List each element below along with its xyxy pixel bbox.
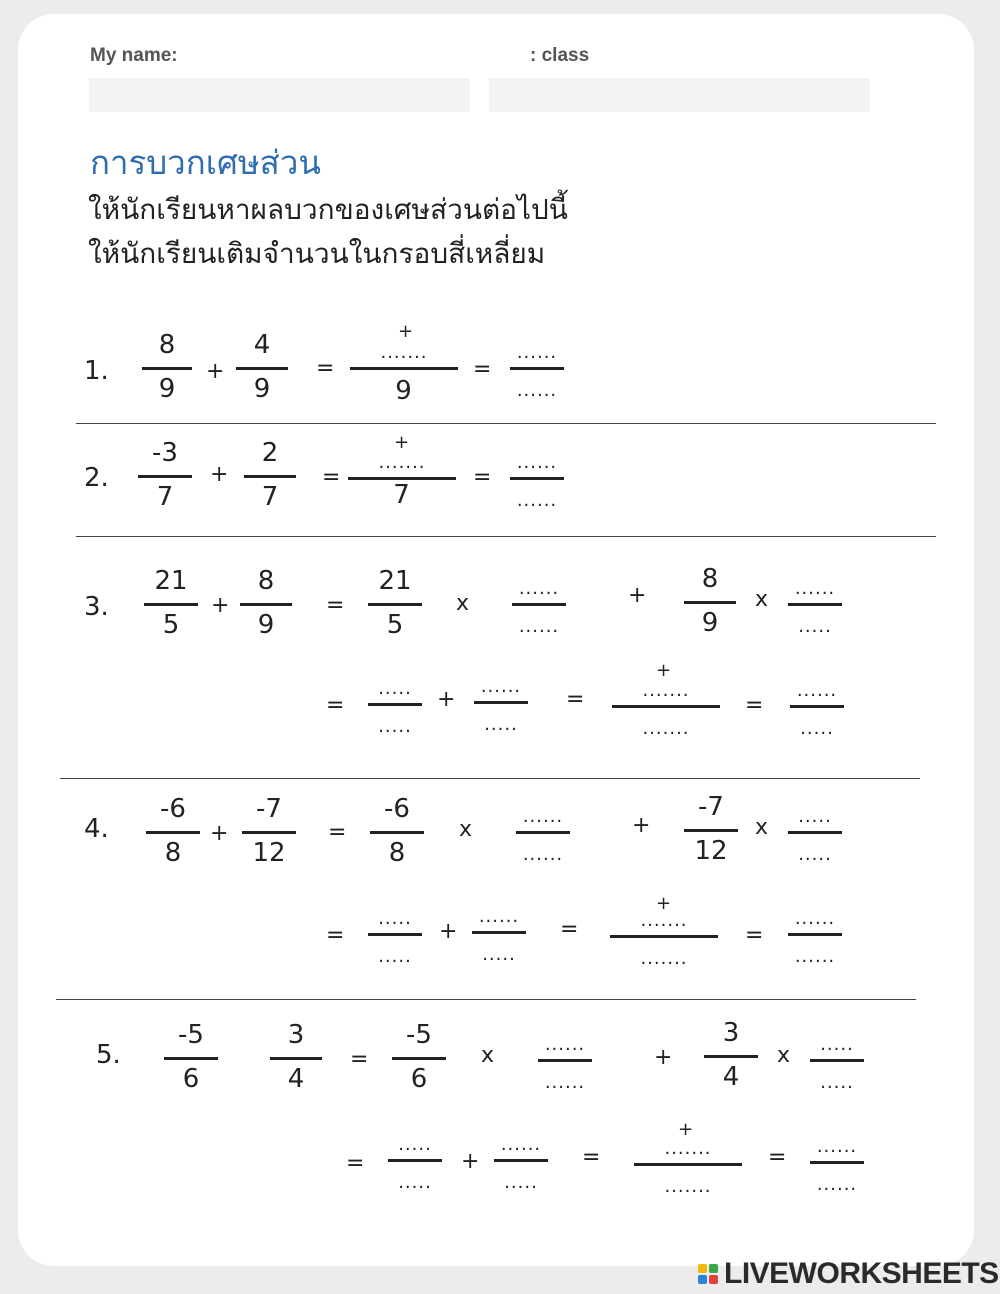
equals-sign: = [745, 693, 764, 718]
fraction [242, 794, 296, 870]
divider [60, 778, 920, 779]
problem-number: 3. [84, 592, 109, 622]
fraction [704, 1018, 758, 1094]
plus-sign: + [461, 1149, 480, 1174]
times-sign: x [456, 591, 470, 616]
plus-sign: + [206, 359, 225, 384]
numerator: -7 [698, 792, 724, 822]
equals-sign: = [346, 1151, 365, 1176]
fraction-bar [610, 935, 718, 938]
fraction-bar [810, 1059, 864, 1062]
answer-fraction[interactable] [494, 1122, 548, 1198]
answer-denominator[interactable]: ..... [504, 1172, 538, 1193]
denominator: 12 [252, 838, 286, 868]
fraction-bar [788, 603, 842, 606]
fraction-bar [142, 367, 192, 370]
fraction-bar [684, 601, 736, 604]
denominator: 7 [393, 480, 411, 510]
answer-fraction[interactable] [610, 898, 718, 974]
times-sign: x [755, 587, 769, 612]
multiplier-numerator[interactable]: ..... [798, 806, 832, 827]
answer-fraction[interactable] [510, 440, 564, 516]
equals-sign: = [350, 1047, 369, 1072]
answer-fraction[interactable] [388, 1122, 442, 1198]
answer-numerator[interactable]: ..... [398, 1134, 432, 1155]
answer-numerator[interactable]: ....... [642, 680, 690, 701]
times-sign: x [755, 815, 769, 840]
answer-denominator[interactable]: ....... [664, 1176, 712, 1197]
numerator: 3 [722, 1018, 740, 1048]
problem-number: 4. [84, 814, 109, 844]
fraction [684, 564, 736, 640]
answer-fraction[interactable] [810, 1124, 864, 1200]
answer-numerator[interactable]: ...... [500, 1134, 542, 1155]
equals-sign: = [582, 1145, 601, 1170]
fraction [240, 566, 292, 642]
fraction-bar [368, 703, 422, 706]
class-input[interactable] [489, 78, 870, 112]
denominator: 8 [388, 838, 406, 868]
answer-fraction[interactable] [348, 440, 456, 516]
answer-denominator[interactable]: ...... [816, 1174, 858, 1195]
denominator: 7 [261, 482, 279, 512]
numerator: 8 [158, 330, 176, 360]
answer-denominator[interactable]: ..... [800, 718, 834, 739]
divider [76, 536, 936, 537]
plus-sign: + [398, 321, 414, 342]
answer-fraction[interactable] [788, 896, 842, 972]
multiplier-fraction[interactable] [788, 566, 842, 642]
denominator: 5 [386, 610, 404, 640]
multiplier-denominator[interactable]: ...... [522, 844, 564, 865]
numerator: -6 [160, 794, 186, 824]
denominator: 9 [253, 374, 271, 404]
answer-denominator[interactable]: ..... [378, 716, 412, 737]
answer-fraction[interactable] [612, 668, 720, 744]
problem-number: 2. [84, 463, 109, 493]
denominator: 9 [257, 610, 275, 640]
fraction [146, 794, 200, 870]
denominator: 9 [701, 608, 719, 638]
numerator: -7 [256, 794, 282, 824]
numerator: -6 [384, 794, 410, 824]
fraction [142, 330, 192, 406]
fraction [144, 566, 198, 642]
fraction [392, 1020, 446, 1096]
equals-sign: = [322, 465, 341, 490]
fraction [270, 1020, 322, 1096]
problem-number: 1. [84, 356, 109, 386]
equals-sign: = [326, 923, 345, 948]
answer-numerator[interactable]: ..... [378, 678, 412, 699]
fraction-bar [138, 475, 192, 478]
denominator: 8 [164, 838, 182, 868]
multiplier-numerator[interactable]: ..... [820, 1034, 854, 1055]
fraction-bar [634, 1163, 742, 1166]
equals-sign: = [745, 923, 764, 948]
fraction-bar [790, 705, 844, 708]
fraction [236, 330, 288, 406]
answer-fraction[interactable] [368, 896, 422, 972]
fraction-bar [704, 1055, 758, 1058]
plus-sign: + [678, 1119, 694, 1140]
multiplier-denominator[interactable]: ...... [518, 616, 560, 637]
fraction-bar [494, 1159, 548, 1162]
fraction-bar [472, 931, 526, 934]
liveworksheets-logo[interactable] [698, 1256, 999, 1292]
logo-icon [698, 1261, 720, 1287]
times-sign: x [459, 817, 473, 842]
instruction-line: ให้นักเรียนหาผลบวกของเศษส่วนต่อไปนี้ [88, 193, 568, 226]
plus-sign: + [632, 813, 651, 838]
fraction [370, 794, 424, 870]
answer-denominator[interactable]: ...... [516, 380, 558, 401]
fraction-bar [240, 603, 292, 606]
fraction-bar [510, 367, 564, 370]
denominator: 5 [162, 610, 180, 640]
name-label: My name: [90, 45, 178, 66]
divider [76, 423, 936, 424]
fraction-bar [368, 603, 422, 606]
times-sign: x [777, 1043, 791, 1068]
answer-numerator[interactable]: ...... [478, 906, 520, 927]
multiplier-denominator[interactable]: ..... [798, 616, 832, 637]
answer-denominator[interactable]: ..... [484, 714, 518, 735]
plus-sign: + [656, 893, 672, 914]
answer-numerator[interactable]: ...... [794, 908, 836, 929]
numerator: 21 [154, 566, 188, 596]
answer-denominator[interactable]: ..... [398, 1172, 432, 1193]
fraction-bar [474, 701, 528, 704]
answer-fraction[interactable] [472, 894, 526, 970]
fraction-bar [368, 933, 422, 936]
fraction-bar [242, 831, 296, 834]
fraction-bar [164, 1057, 218, 1060]
plus-sign: + [437, 687, 456, 712]
fraction-bar [810, 1161, 864, 1164]
multiplier-numerator[interactable]: ...... [794, 578, 836, 599]
fraction-bar [512, 603, 566, 606]
answer-numerator[interactable]: ....... [378, 452, 426, 473]
answer-denominator[interactable]: ....... [642, 718, 690, 739]
equals-sign: = [560, 917, 579, 942]
answer-fraction[interactable] [510, 330, 564, 406]
answer-numerator[interactable]: ..... [378, 908, 412, 929]
fraction-bar [350, 367, 458, 370]
numerator: 2 [261, 438, 279, 468]
times-sign: x [481, 1043, 495, 1068]
fraction-bar [788, 933, 842, 936]
fraction-bar [684, 829, 738, 832]
numerator: -5 [406, 1020, 432, 1050]
multiplier-fraction[interactable] [788, 794, 842, 870]
fraction-bar [538, 1059, 592, 1062]
name-input[interactable] [89, 78, 470, 112]
equals-sign: = [326, 593, 345, 618]
plus-sign: + [210, 821, 229, 846]
equals-sign: = [566, 687, 585, 712]
fraction-bar [146, 831, 200, 834]
fraction-bar [516, 831, 570, 834]
fraction [164, 1020, 218, 1096]
fraction-bar [236, 367, 288, 370]
answer-denominator[interactable]: ..... [482, 944, 516, 965]
fraction-bar [270, 1057, 322, 1060]
denominator: 12 [694, 836, 728, 866]
multiplier-denominator[interactable]: ..... [820, 1072, 854, 1093]
equals-sign: = [326, 693, 345, 718]
fraction-bar [370, 831, 424, 834]
denominator: 6 [182, 1064, 200, 1094]
answer-fraction[interactable] [474, 664, 528, 740]
divider [56, 999, 916, 1000]
answer-numerator[interactable]: ...... [516, 342, 558, 363]
fraction [138, 438, 192, 514]
problem-number: 5. [96, 1040, 121, 1070]
plus-sign: + [439, 919, 458, 944]
numerator: 3 [287, 1020, 305, 1050]
answer-fraction[interactable] [790, 668, 844, 744]
answer-numerator[interactable]: ...... [816, 1136, 858, 1157]
fraction-bar [244, 475, 296, 478]
answer-numerator[interactable]: ....... [664, 1138, 712, 1159]
plus-sign: + [210, 462, 229, 487]
answer-fraction[interactable] [368, 666, 422, 742]
fraction-bar [612, 705, 720, 708]
denominator: 6 [410, 1064, 428, 1094]
numerator: 8 [701, 564, 719, 594]
answer-numerator[interactable]: ...... [480, 676, 522, 697]
numerator: 4 [253, 330, 271, 360]
fraction [684, 792, 738, 868]
denominator: 9 [395, 376, 413, 406]
answer-numerator[interactable]: ...... [796, 680, 838, 701]
equals-sign: = [473, 357, 492, 382]
answer-denominator[interactable]: ...... [794, 946, 836, 967]
multiplier-numerator[interactable]: ...... [522, 806, 564, 827]
denominator: 4 [722, 1062, 740, 1092]
answer-denominator[interactable]: ...... [516, 490, 558, 511]
multiplier-numerator[interactable]: ...... [518, 578, 560, 599]
multiplier-denominator[interactable]: ..... [798, 844, 832, 865]
equals-sign: = [316, 356, 335, 381]
denominator: 4 [287, 1064, 305, 1094]
fraction-bar [144, 603, 198, 606]
answer-numerator[interactable]: ...... [516, 452, 558, 473]
plus-sign: + [211, 593, 230, 618]
multiplier-fraction[interactable] [538, 1022, 592, 1098]
denominator: 9 [158, 374, 176, 404]
class-label: : class [530, 45, 590, 66]
numerator: 21 [378, 566, 412, 596]
fraction-bar [392, 1057, 446, 1060]
page-title: การบวกเศษส่วน [90, 143, 321, 182]
answer-numerator[interactable]: ....... [640, 910, 688, 931]
multiplier-fraction[interactable] [516, 794, 570, 870]
plus-sign: + [628, 583, 647, 608]
equals-sign: = [328, 820, 347, 845]
answer-fraction[interactable] [350, 330, 458, 406]
fraction-bar [788, 831, 842, 834]
multiplier-fraction[interactable] [810, 1022, 864, 1098]
equals-sign: = [473, 465, 492, 490]
answer-denominator[interactable]: ....... [640, 948, 688, 969]
equals-sign: = [768, 1145, 787, 1170]
fraction-bar [388, 1159, 442, 1162]
answer-denominator[interactable]: ..... [378, 946, 412, 967]
plus-sign: + [654, 1045, 673, 1070]
plus-sign: + [656, 660, 672, 681]
numerator: -5 [178, 1020, 204, 1050]
denominator: 7 [156, 482, 174, 512]
multiplier-fraction[interactable] [512, 566, 566, 642]
answer-fraction[interactable] [634, 1126, 742, 1202]
fraction [368, 566, 422, 642]
instruction-line: ให้นักเรียนเติมจำนวนในกรอบสี่เหลี่ยม [88, 237, 546, 270]
fraction-bar [510, 477, 564, 480]
multiplier-numerator[interactable]: ...... [544, 1034, 586, 1055]
numerator: -3 [152, 438, 178, 468]
answer-numerator[interactable]: ....... [380, 342, 428, 363]
multiplier-denominator[interactable]: ...... [544, 1072, 586, 1093]
fraction [244, 438, 296, 514]
logo-text: LIVEWORKSHEETS [724, 1257, 999, 1290]
plus-sign: + [394, 432, 410, 453]
numerator: 8 [257, 566, 275, 596]
